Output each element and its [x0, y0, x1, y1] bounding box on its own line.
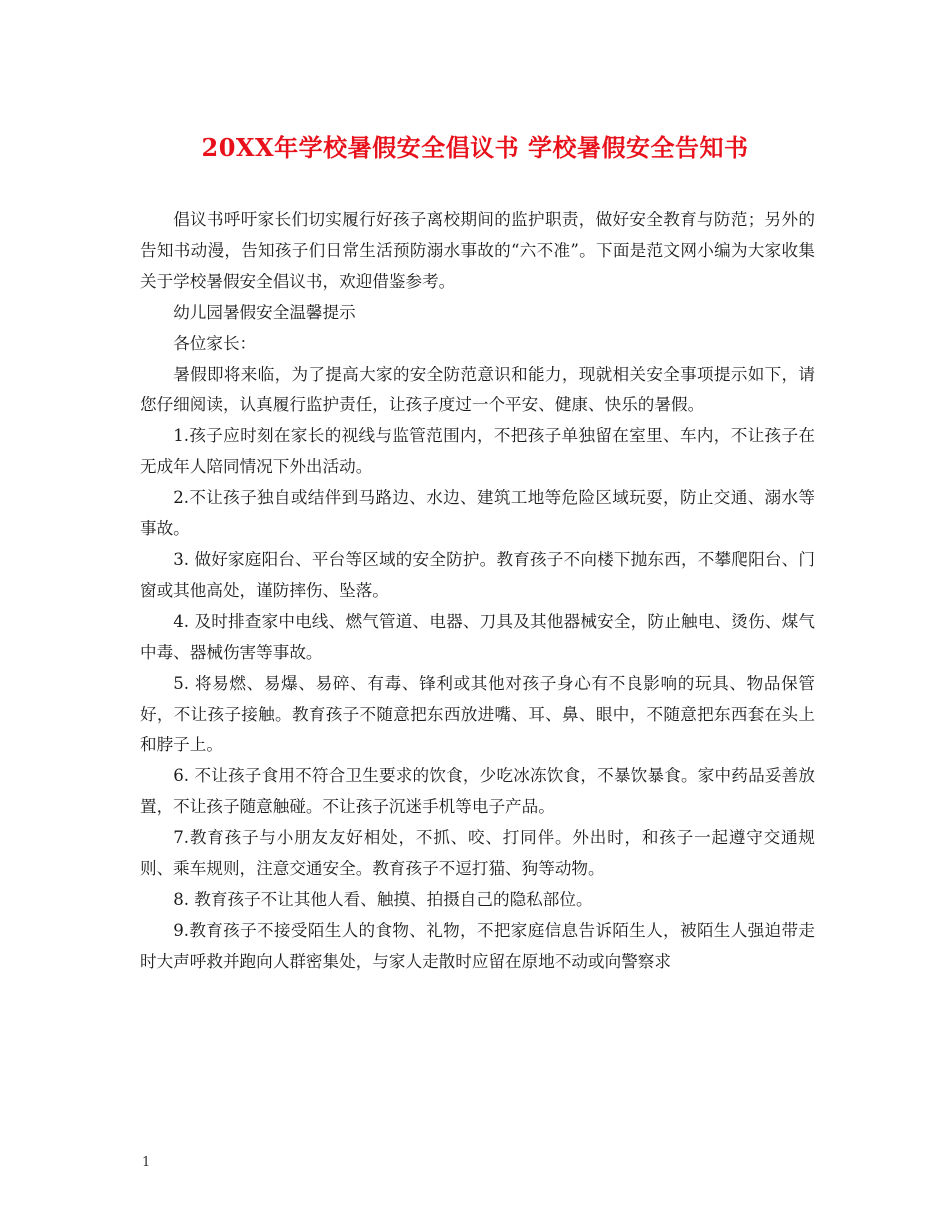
paragraph-item-5: 5. 将易燃、易爆、易碎、有毒、锋利或其他对孩子身心有不良影响的玩具、物品保管好，不让孩子接触。教育孩子不随意把东西放进嘴、耳、鼻、眼中，不随意把东西套在头上和脖子上。 — [140, 673, 815, 755]
paragraph-intro: 倡议书呼吁家长们切实履行好孩子离校期间的监护职责，做好安全教育与防范；另外的告知书动漫，告知孩子们日常生活预防溺水事故的“六不准”。下面是范文网小编为大家收集关于学校暑假安全倡议书，欢迎借鉴参考。 — [140, 210, 815, 291]
paragraph-item-6: 6. 不让孩子食用不符合卫生要求的饮食，少吃冰冻饮食，不暴饮暴食。家中药品妥善放置，不让孩子随意触碰。不让孩子沉迷手机等电子产品。 — [140, 766, 815, 817]
paragraph-item-3: 3. 做好家庭阳台、平台等区域的安全防护。教育孩子不向楼下抛东西，不攀爬阳台、门窗或其他高处，谨防摔伤、坠落。 — [140, 549, 815, 600]
paragraph-item-7: 7.教育孩子与小朋友友好相处，不抓、咬、打同伴。外出时，和孩子一起遵守交通规则、乘车规则，注意交通安全。教育孩子不逗打猫、狗等动物。 — [140, 828, 815, 879]
paragraph-item-9: 9.教育孩子不接受陌生人的食物、礼物，不把家庭信息告诉陌生人，被陌生人强迫带走时大声呼救并跑向人群密集处，与家人走散时应留在原地不动或向警察求 — [140, 920, 815, 971]
paragraph-subheading: 幼儿园暑假安全温馨提示 — [173, 302, 356, 322]
paragraph-item-2: 2.不让孩子独自或结伴到马路边、水边、建筑工地等危险区域玩耍，防止交通、溺水等事故。 — [140, 488, 815, 539]
paragraph-item-8: 8. 教育孩子不让其他人看、触摸、拍摄自己的隐私部位。 — [173, 889, 593, 909]
page-number: 1 — [142, 1155, 151, 1170]
paragraph-item-1: 1.孩子应时刻在家长的视线与监管范围内，不把孩子单独留在室里、车内，不让孩子在无成年人陪同情况下外出活动。 — [140, 426, 815, 477]
paragraph-salutation: 各位家长： — [173, 333, 257, 353]
paragraph-item-4: 4. 及时排查家中电线、燃气管道、电器、刀具及其他器械安全，防止触电、烫伤、煤气中毒、器械伤害等事故。 — [140, 611, 815, 662]
document-body — [140, 205, 815, 978]
document-title: 20XX年学校暑假安全倡议书 学校暑假安全告知书 — [201, 133, 749, 162]
paragraph-opening: 暑假即将来临，为了提高大家的安全防范意识和能力，现就相关安全事项提示如下，请您仔细阅读，认真履行监护责任，让孩子度过一个平安、健康、快乐的暑假。 — [140, 364, 815, 415]
